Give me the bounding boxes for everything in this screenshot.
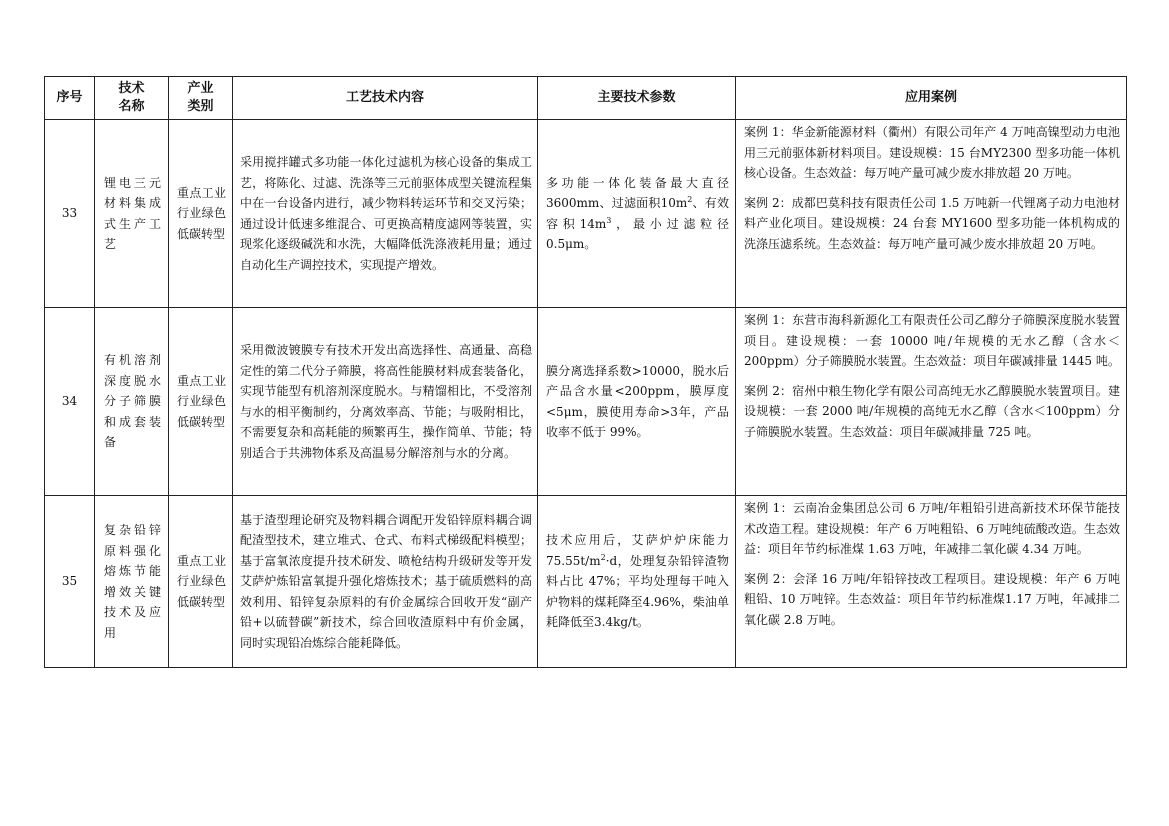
tech-name: 有机溶剂深度脱水分子筛膜和成套装备 (95, 308, 169, 496)
tech-name: 复杂铅锌原料强化熔炼节能增效关键技术及应用 (95, 496, 169, 668)
industry-category: 重点工业行业绿色低碳转型 (169, 120, 233, 308)
row-number: 33 (45, 120, 95, 308)
application-cases (736, 496, 1127, 668)
table-row (45, 120, 1127, 308)
case-item: 案例 2：宿州中粮生物化学有限公司高纯无水乙醇膜脱水装置项目。建设规模：一套 2000 吨/年规模的高纯无水乙醇（含水＜100ppm）分子筛膜脱水装置。生态效益：项目年碳减排量 725 吨。 (744, 383, 1120, 439)
case-item: 案例 1：东营市海科新源化工有限责任公司乙醇分子筛膜深度脱水装置项目。建设规模：一套 10000 吨/年规模的无水乙醇（含水＜200ppm）分子筛膜脱水装置。生态效益：项目年碳减排量 1445 吨。 (744, 313, 1120, 368)
application-cases (736, 120, 1127, 308)
header-no: 序号 (45, 77, 95, 120)
header-category: 产业 类别 (169, 77, 233, 120)
process-content: 采用微波镀膜专有技术开发出高选择性、高通量、高稳定性的第二代分子筛膜，将高性能膜材料成套装备化，实现节能型有机溶剂深度脱水。与精馏相比，不受溶剂与水的相平衡制约，分离效率高、节能；与吸附相比，不需要复杂和高耗能的频繁再生，操作简单、节能；特别适合于共沸物体系及高温易分解溶剂与水的分离。 (233, 308, 538, 496)
process-content: 基于渣型理论研究及物料耦合调配开发铅锌原料耦合调配渣型技术，建立堆式、仓式、布料式梯级配料模型；基于富氧浓度提升技术研发、喷枪结构升级研发等开发艾萨炉炼铅富氧提升强化熔炼技术；基于硫质燃料的高效利用、铅锌复杂原料的有价金属综合回收开发“副产铅+以硫替碳”新技术，综合回收渣原料中有价金属，同时实现铅冶炼综合能耗降低。 (233, 496, 538, 668)
header-name: 技术 名称 (95, 77, 169, 120)
table-row (45, 496, 1127, 668)
tech-name: 锂电三元材料集成式生产工艺 (95, 120, 169, 308)
header-process: 工艺技术内容 (233, 77, 538, 120)
industry-category: 重点工业行业绿色低碳转型 (169, 496, 233, 668)
tech-params: 膜分离选择系数>10000，脱水后产品含水量<200ppm，膜厚度<5μm，膜使用寿命>3年，产品收率不低于 99%。 (538, 308, 736, 496)
tech-params: 技术应用后，艾萨炉炉床能力$75.55t/m^2\cdot d$，处理复杂铅锌渣物料占比 47%；平均处理每干吨入炉物料的煤耗降至4.96%，柴油单耗降低至3.4kg/t。 (538, 496, 736, 668)
table-row (45, 308, 1127, 496)
application-cases (736, 308, 1127, 496)
tech-params: 多功能一体化装备最大直径3600mm、过滤面积$10m^2$、有效容积$14m^3$，最小过滤粒径0.5μm。 (538, 120, 736, 308)
case-item: 案例 1：云南冶金集团总公司 6 万吨/年粗铅引进高新技术环保节能技术改造工程。建设规模：年产 6 万吨粗铅、6 万吨纯硫酸改造。生态效益：项目年节约标准煤 1.63 万吨，年减排二氧化碳 4.34 万吨。 (744, 501, 1120, 556)
row-number: 35 (45, 496, 95, 668)
header-cases: 应用案例 (736, 77, 1127, 120)
header-row (45, 77, 1127, 120)
case-item: 案例 2：会泽 16 万吨/年铅锌技改工程项目。建设规模：年产 6 万吨粗铅、10 万吨锌。生态效益：项目年节约标准煤1.17 万吨，年减排二氧化碳 2.8 万吨。 (744, 571, 1120, 627)
case-item: 案例 2：成都巴莫科技有限责任公司 1.5 万吨新一代锂离子动力电池材料产业化项目。建设规模：24 台套 MY1600 型多功能一体机构成的洗涤压滤系统。生态效益：每万吨产量可减少废水排放超 20 万吨。 (744, 195, 1120, 251)
industry-category: 重点工业行业绿色低碳转型 (169, 308, 233, 496)
process-content: 采用搅拌罐式多功能一体化过滤机为核心设备的集成工艺，将陈化、过滤、洗涤等三元前驱体成型关键流程集中在一台设备内进行，减少物料转运环节和交叉污染；通过设计低速多维混合、可更换高精度滤网等装置，实现浆化逐级碱洗和水洗，大幅降低洗涤液耗用量；通过自动化生产调控技术，实现提产增效。 (233, 120, 538, 308)
technology-table (44, 76, 1127, 668)
row-number: 34 (45, 308, 95, 496)
case-item: 案例 1：华金新能源材料（衢州）有限公司年产 4 万吨高镍型动力电池用三元前驱体新材料项目。建设规模：15 台MY2300 型多功能一体机核心设备。生态效益：每万吨产量可减少废水排放超 20 万吨。 (744, 125, 1120, 180)
header-params: 主要技术参数 (538, 77, 736, 120)
